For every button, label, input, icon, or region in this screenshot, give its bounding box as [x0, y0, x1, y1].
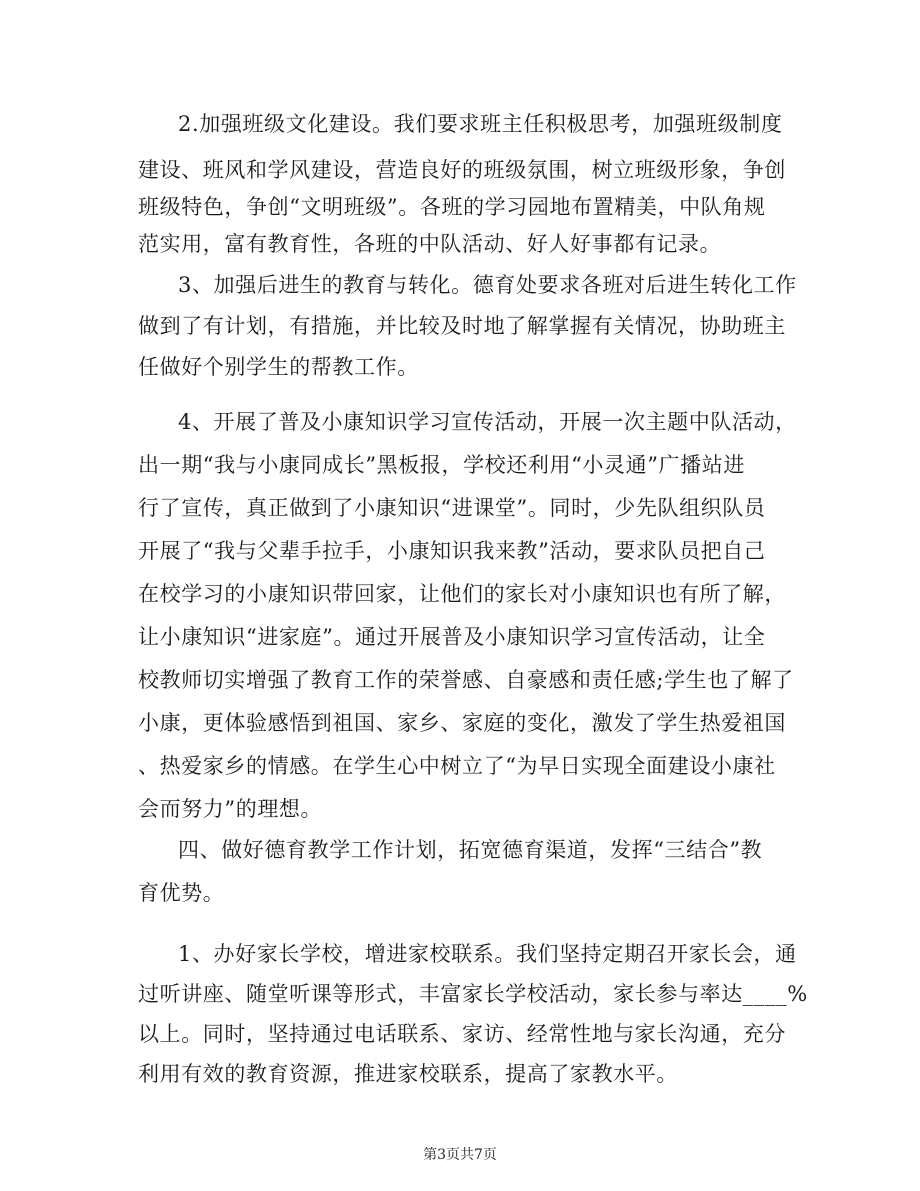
- paragraph-4-line-1: 4、开展了普及小康知识学习宣传活动，开展一次主题中队活动，: [178, 410, 797, 434]
- paragraph-4-line-5: 在校学习的小康知识带回家，让他们的家长对小康知识也有所了解，: [138, 582, 786, 606]
- page-number-footer: 第3页共7页: [423, 1147, 497, 1163]
- paragraph-4-line-9: 、热爱家乡的情感。在学生心中树立了“为早日实现全面建设小康社: [138, 754, 776, 778]
- paragraph-2-line-2: 建设、班风和学风建设，营造良好的班级氛围，树立班级形象，争创: [138, 158, 786, 182]
- paragraph-3-line-1: 3、加强后进生的教育与转化。德育处要求各班对后进生转化工作: [178, 273, 797, 297]
- item-1-line-2: 过听讲座、随堂听课等形式，丰富家长学校活动，家长参与率达____%: [138, 982, 808, 1006]
- paragraph-3-line-3: 任做好个别学生的帮教工作。: [138, 355, 419, 379]
- paragraph-4-line-4: 开展了“我与父辈手拉手，小康知识我来教”活动，要求队员把自己: [138, 539, 766, 563]
- item-1-line-1: 1、办好家长学校，增进家校联系。我们坚持定期召开家长会，通: [178, 942, 797, 966]
- paragraph-3-line-2: 做到了有计划，有措施，并比较及时地了解掌握有关情况，协助班主: [138, 314, 786, 338]
- section-4-heading-line-1: 四、做好德育教学工作计划，拓宽德育渠道，发挥“三结合”教: [178, 838, 763, 862]
- paragraph-2-line-3: 班级特色，争创“文明班级”。各班的学习园地布置精美，中队角规: [138, 195, 766, 219]
- item-1-line-3: 以上。同时，坚持通过电话联系、家访、经常性地与家长沟通，充分: [138, 1022, 786, 1046]
- section-4-heading-line-2: 育优势。: [138, 881, 225, 905]
- paragraph-4-line-6: 让小康知识“进家庭”。通过开展普及小康知识学习宣传活动，让全: [138, 625, 766, 649]
- paragraph-4-line-2: 出一期“我与小康同成长”黑板报，学校还利用“小灵通”广播站进: [138, 453, 745, 477]
- paragraph-4-line-7: 校教师切实增强了教育工作的荣誉感、自豪感和责任感;学生也了解了: [138, 668, 794, 692]
- paragraph-4-line-10: 会而努力”的理想。: [138, 797, 323, 821]
- paragraph-2-line-1: 2.加强班级文化建设。我们要求班主任积极思考，加强班级制度: [178, 112, 783, 136]
- item-1-line-4: 利用有效的教育资源，推进家校联系，提高了家教水平。: [138, 1062, 678, 1086]
- paragraph-4-line-3: 行了宣传，真正做到了小康知识“进课堂”。同时，少先队组织队员: [138, 496, 766, 520]
- paragraph-4-line-8: 小康，更体验感悟到祖国、家乡、家庭的变化，激发了学生热爱祖国: [138, 711, 786, 735]
- paragraph-2-line-4: 范实用，富有教育性，各班的中队活动、好人好事都有记录。: [138, 232, 722, 256]
